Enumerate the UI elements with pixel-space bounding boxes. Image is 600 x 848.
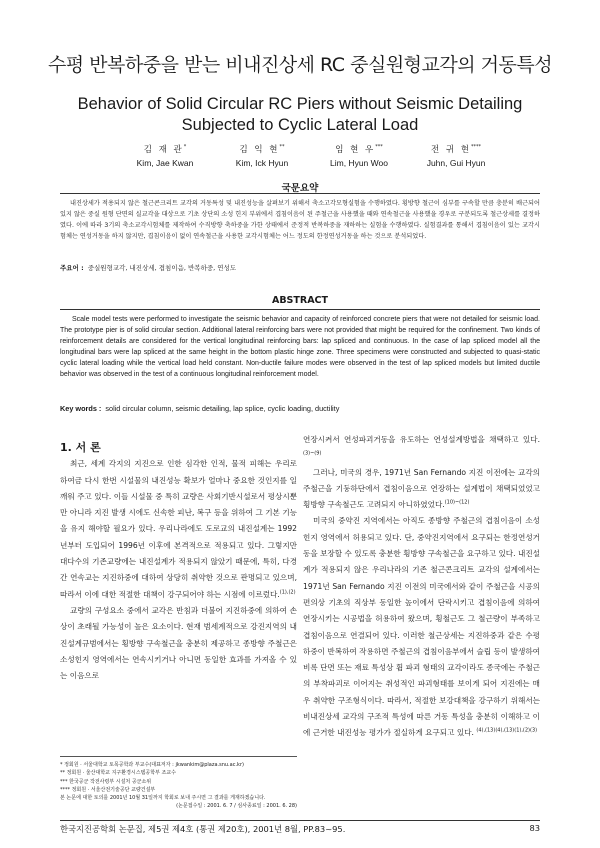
- korean-abstract: [60, 198, 540, 242]
- citation: (4),(13): [476, 727, 496, 734]
- korean-abstract-text: 내진상세가 적용되지 않은 철근콘크리트 교각의 거동특성 및 내진성능을 살펴보기 위해서 축소고각모형실험을 수행하였다. 횡방향 철근이 심부를 구속할 만큼 충분히 배근되어 있지 않은 중실 원형 단면의 실교각을 대상으로 기초 상단의 소성 힌지 부위에서 겹침이음이 된 주철근을 사용했을 때와 연속철근을 사용했을 경우로 구분되도록 철근상세를 결정하였다. 이에 따라 3기의 축소교각시험체를 제작하여 수직방향 축하중을 가한 상태에서 준정적 반복하중을 재하하는 실험을 수행하였다. 실험결과를 통해서 겹침이음이 있는 교각시험체는 연성거동을 하지 않지만, 겹침이음이 없이 연속철근을 사용한 교각시험체는 어느 정도의 한정연성거동을 하는 것으로 분석되었다.: [60, 200, 540, 240]
- right-column: [303, 432, 540, 742]
- footnote: *** 한국공군 작전사령부 시설처 공군소위: [60, 778, 152, 785]
- title-english: Behavior of Solid Circular RC Piers without Seismic Detailing Subjected to Cyclic Lateral Load: [77, 95, 523, 134]
- korean-keywords: [60, 263, 540, 272]
- citation: (1),(2): [279, 589, 296, 596]
- footnote: (논문접수일 : 2001. 6. 7 / 심사종료일 : 2001. 6. 28): [176, 803, 297, 810]
- body-paragraph: 최근, 세계 각지의 지진으로 인한 심각한 인적, 물적 피해는 우리로 하여금 다시 한번 시설물의 내진성능 확보가 얼마나 중요한 것인지를 일깨워 주고 있다. 이들 시설물 중 특히 교량은 사회기반시설로서 평상시뿐만 아니라 지진 발생 시에도 신속한 피난, 복구 등을 위하여 그 기본 기능을 유지 해야할 필요가 있다. 우리나라에도 도로교의 내진설계는 1992년부터 도입되어 1996년 이후에 본격적으로 적용되고 있다. 그렇지만 대다수의 기존교량에는 내진설계가 적용되지 않았기 때문에, 특히, 다경간 연속교는 지진하중에 대하여 상당히 취약한 것으로 판명되고 있으며, 따라서 이에 대한 적절한 대책이 강구되어야 하는 시점에 이르렀다.$^{(1),(2)}$: [60, 459, 297, 599]
- divider: [60, 309, 540, 310]
- footnote: ** 정회원 · 울산대학교 지구환경시스템공학부 조교수: [60, 770, 176, 777]
- author-4-mark: ****: [471, 144, 482, 151]
- author-2-ko: 김 익 현: [239, 145, 280, 155]
- footer-divider: [60, 820, 540, 821]
- page-number: 83: [529, 823, 540, 833]
- citation: (3): [530, 727, 538, 734]
- footnote: **** 정회원 · 서울산전기술공단 교량건설부: [60, 786, 156, 793]
- citation: (3)~(9): [303, 450, 322, 457]
- section-heading-introduction: 1. 서 론: [60, 441, 101, 454]
- author-2: [212, 143, 312, 168]
- footnote: * 정회원 · 서울대학교 토목공학과 부교수(대표저자 : jkwankim@plaza.snu.ac.kr): [60, 762, 244, 768]
- english-abstract-text: Scale model tests were performed to investigate the seismic behavior and capacity of reinforced concrete piers that were not detailed for seismic load. The prototype pier is of solid circular section. Additional lateral reinforcing bars were not provided that might be required for the confinement. Two kinds of reinforcement details are considered for the vertical longitudinal reinforcing bars: lap spliced and continuous. In the case of lap spliced model all the longitudinal bars were lap spliced at the same height in the bottom plastic hinge zone. Three specimens were constructed and subjected to quasi-static cyclic lateral loading while the vertical load held constant. Non-ductile failure modes were observed in the test of lap spliced models but limited ductile behavior was observed in the test of a continuous longitudinal reinforcement model.: [60, 316, 540, 379]
- journal-citation: 한국지진공학회 논문집, 제5권 제4호 (통권 제20호), 2001년 8월, PP.83~95.: [60, 824, 346, 834]
- author-4: [406, 143, 506, 168]
- korean-keywords-text: 중실원형교각, 내진상세, 겹침이음, 반복하중, 연성도: [87, 264, 237, 272]
- author-3-en: Lim, Hyun Woo: [330, 158, 388, 168]
- english-keywords: [60, 404, 540, 413]
- author-list: [0, 143, 600, 173]
- author-4-en: Juhn, Gui Hyun: [426, 158, 486, 168]
- left-column: [60, 440, 297, 684]
- english-keywords-label: Key words :: [60, 404, 102, 413]
- korean-abstract-heading: 국문요약: [281, 183, 319, 194]
- footnotes: [60, 756, 297, 811]
- citation: (1),(2): [514, 727, 531, 734]
- body-paragraph: 연장시켜서 연성파괴거동을 유도하는 연성설계방법을 채택하고 있다.$^{(3)\sim(9)}$: [303, 435, 540, 457]
- author-3: [309, 143, 409, 168]
- author-4-ko: 전 귀 현: [430, 145, 472, 155]
- citation: (10)~(12): [444, 499, 470, 506]
- divider: [60, 193, 540, 194]
- abstract-heading: ABSTRACT: [271, 295, 329, 306]
- english-keywords-text: solid circular column, seismic detailing, lap splice, cyclic loading, ductility: [105, 404, 340, 413]
- title-korean: 수평 반복하중을 받는 비내진상세 RC 중실원형교각의 거동특성: [47, 54, 553, 76]
- english-abstract: [60, 314, 540, 381]
- body-paragraph: 교량의 구성요소 중에서 교각은 반침과 더불어 지진하중에 의하여 손상이 초래될 가능성이 높은 요소이다. 현재 범세계적으로 강진지역의 내진설계규범에서는 횡방향 구속철근을 충분히 제공하고 종방향 주철근은 소성힌지 영역에서는 연속시키거나 아니면 동일한 효과를 가져올 수 있는 이음으로: [60, 605, 297, 681]
- author-1-en: Kim, Jae Kwan: [136, 158, 194, 168]
- author-1-mark: *: [183, 144, 187, 151]
- author-2-en: Kim, Ick Hyun: [235, 158, 289, 168]
- author-2-mark: **: [279, 144, 285, 151]
- citation: (4),(13): [495, 727, 515, 734]
- author-1-ko: 김 재 관: [143, 145, 184, 155]
- author-3-ko: 임 현 우: [335, 145, 376, 155]
- author-3-mark: ***: [375, 144, 383, 151]
- author-1: [115, 143, 215, 168]
- body-paragraph: 그러나, 미국의 경우, 1971년 San Fernando 지진 이전에는 교각의 주철근을 기둥하단에서 겹침이음으로 연장하는 설계법이 채택되었었고 횡방향 구속철근도 고려되지 아니하였었다.$^{(10)\sim(12)}$: [303, 467, 540, 510]
- body-paragraph: 미국의 중약진 지역에서는 아직도 종방향 주철근의 겹침이음이 소성힌지 영역에서 허용되고 있다. 단, 중약진지역에서 요구되는 한정연성거동을 보장할 수 있도록 충분한 횡방향 구속철근을 요구하고 있다. 내진설계가 적용되지 않은 우리나라의 기존 철근콘크리트 교각의 설계에서는 1971년 San Fernando 지진 이전의 미국에서와 같이 주철근을 시공의 편의상 기초의 직상부 동일한 높이에서 단락시키고 겹침이음에 의하여 연장시키는 시공법을 허용하여 왔으며, 횡철근도 그 철근량이 부족하고 겹침이음으로 연결되어 있다. 이러한 철근상세는 지진하중과 같은 수평하중이 반복하여 작용하면 주철근의 겹침이음부에서 슬립 등이 발생하여 비록 단면 또는 재료 특성상 휨 파괴 형태의 교각이라도 종국에는 주철근의 부착파괴로 이어지는 취성적인 파괴형태를 보이게 되어 지진에는 매우 취약한 구조형식이다. 따라서, 적절한 보강대책을 강구하기 위해서는 비내진상세 교각의 구조적 특성에 따른 거동 특성을 충분히 이해하고 이에 근거한 내진성능 평가가 절실하게 요구되고 있다. $^{(4),(13)(4),(13)(1),(2)(3)}$: [303, 516, 540, 738]
- korean-keywords-label: 주요어 :: [60, 264, 84, 272]
- footnote: 본 논문에 대한 토의를 2001년 10월 31일까지 학회로 보내 주시면 그 결과를 게재하겠습니다.: [60, 795, 266, 802]
